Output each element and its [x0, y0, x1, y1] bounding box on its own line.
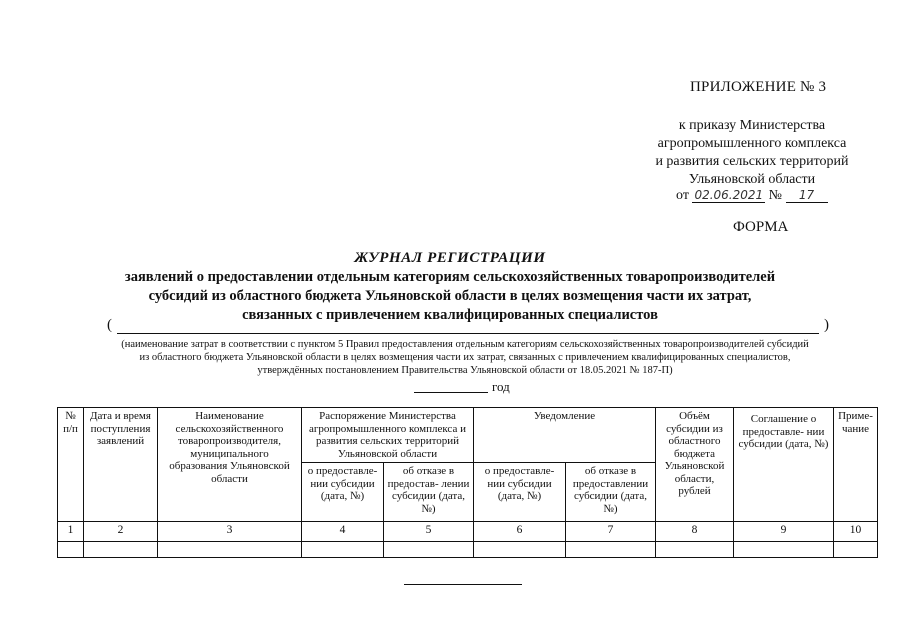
- header-col-order-refusal: об отказе в предостав- лении субсидии (дата, №): [384, 463, 474, 522]
- column-number: 3: [158, 522, 302, 542]
- open-paren: (: [107, 317, 112, 333]
- header-col-notice-grant: о предоставле- нии субсидии (дата, №): [474, 463, 566, 522]
- journal-subtitle: [60, 268, 840, 325]
- year-label: год: [492, 379, 510, 394]
- date-prefix: от: [676, 188, 689, 203]
- column-number: 6: [474, 522, 566, 542]
- note-line: из областного бюджета Ульяновской области в целях возмещения части их затрат, связанных с привлечением квалифицированных специалистов,: [139, 352, 791, 363]
- order-line: и развития сельских территорий: [655, 154, 849, 169]
- header-col-notice-refusal: об отказе в предоставлении субсидии (дата, №): [566, 463, 656, 522]
- empty-cell: [734, 542, 834, 558]
- header-col-order-grant: о предоставле- нии субсидии (дата, №): [302, 463, 384, 522]
- empty-cell: [58, 542, 84, 558]
- header-col-amount: Объём субсидии из областного бюджета Ульяновской области, рублей: [656, 408, 734, 522]
- header-group-order: Распоряжение Министерства агропромышленного комплекса и развития сельских территорий Ульяновской области: [302, 408, 474, 463]
- expense-name-blank: [107, 317, 829, 335]
- header-col-agreement: Соглашение о предоставле- нии субсидии (дата, №): [734, 408, 834, 522]
- header-col-date: Дата и время поступления заявлений: [84, 408, 158, 522]
- header-group-notice: Уведомление: [474, 408, 656, 463]
- column-number: 2: [84, 522, 158, 542]
- order-line: Ульяновской области: [688, 172, 816, 187]
- empty-cell: [474, 542, 566, 558]
- bottom-rule: [404, 584, 522, 585]
- handwritten-number: 17: [786, 188, 828, 203]
- column-number: 4: [302, 522, 384, 542]
- header-col-number: № п/п: [58, 408, 84, 522]
- registration-table: [57, 407, 878, 558]
- note-line: (наименование затрат в соответствии с пунктом 5 Правил предоставления отдельным категориям сельскохозяйственных товаропроизводителей субсидий: [121, 339, 809, 350]
- close-paren: ): [824, 317, 829, 333]
- blank-underline: [117, 333, 819, 334]
- column-number: 9: [734, 522, 834, 542]
- order-line: к приказу Министерства: [678, 118, 826, 133]
- column-number: 10: [834, 522, 878, 542]
- empty-entry-row: [58, 542, 878, 558]
- subtitle-line: связанных с привлечением квалифицированных специалистов: [242, 307, 658, 323]
- year-line: [414, 379, 510, 395]
- empty-cell: [302, 542, 384, 558]
- appendix-label: ПРИЛОЖЕНИЕ № 3: [690, 79, 827, 95]
- order-date-line: [676, 188, 828, 204]
- empty-cell: [158, 542, 302, 558]
- note-line: утверждённых постановлением Правительства Ульяновской области от 18.05.2021 № 187-П): [257, 365, 673, 376]
- column-number: 7: [566, 522, 656, 542]
- header-col-producer: Наименование сельскохозяйственного товаропроизводителя, муниципального образования Ульяновской области: [158, 408, 302, 522]
- column-number: 1: [58, 522, 84, 542]
- order-line: агропромышленного комплекса: [657, 136, 847, 151]
- column-number: 5: [384, 522, 474, 542]
- empty-cell: [834, 542, 878, 558]
- subtitle-line: субсидий из областного бюджета Ульяновской области в целях возмещения части их затрат,: [148, 288, 752, 304]
- subtitle-line: заявлений о предоставлении отдельным категориям сельскохозяйственных товаропроизводителей: [124, 269, 776, 285]
- empty-cell: [656, 542, 734, 558]
- empty-cell: [566, 542, 656, 558]
- empty-cell: [384, 542, 474, 558]
- column-number-row: [58, 522, 878, 542]
- table-header-row: [58, 408, 878, 463]
- form-label: ФОРМА: [733, 219, 789, 235]
- column-number: 8: [656, 522, 734, 542]
- expense-note: [85, 338, 845, 377]
- header-col-remark: Приме- чание: [834, 408, 878, 522]
- handwritten-date: 02.06.2021: [694, 188, 764, 202]
- year-blank: [414, 392, 488, 393]
- number-sign: №: [768, 188, 783, 203]
- journal-title: ЖУРНАЛ РЕГИСТРАЦИИ: [354, 250, 546, 266]
- order-reference: [632, 117, 872, 189]
- empty-cell: [84, 542, 158, 558]
